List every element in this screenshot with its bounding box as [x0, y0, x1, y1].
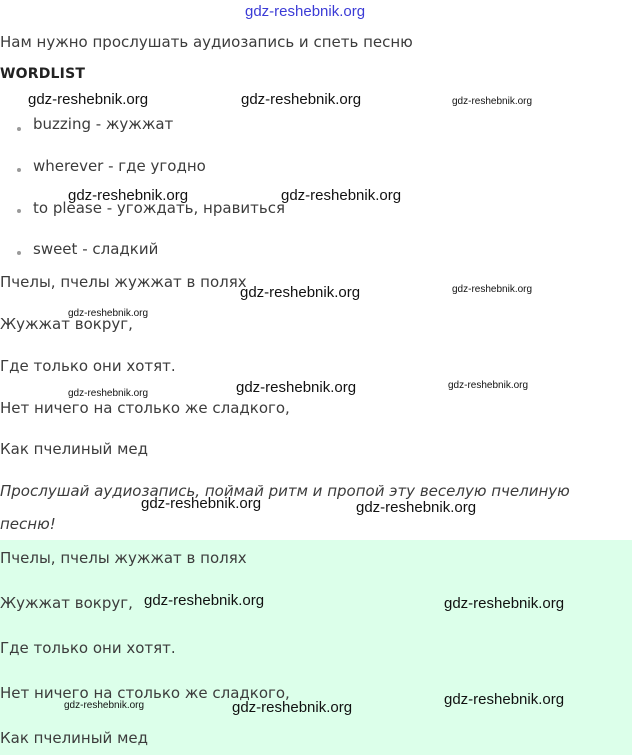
song-line: Где только они хотят. [0, 357, 176, 375]
intro-text: Нам нужно прослушать аудиозапись и спеть песню [0, 33, 413, 51]
watermark: gdz-reshebnik.org [281, 187, 402, 204]
answer-line: Нет ничего на столько же сладкого, [0, 684, 290, 702]
watermark: gdz-reshebnik.org [28, 91, 149, 108]
instruction-line: Прослушай аудиозапись, поймай ритм и пропой эту веселую пчелиную [0, 482, 570, 500]
watermark: gdz-reshebnik.org [68, 308, 149, 319]
watermark: gdz-reshebnik.org [356, 499, 477, 516]
watermark: gdz-reshebnik.org [240, 284, 361, 301]
song-line: Пчелы, пчелы жужжат в полях [0, 273, 247, 291]
answer-line: Как пчелиный мед [0, 729, 148, 747]
wordlist-item: to please - угождать, нравиться [33, 199, 286, 217]
watermark: gdz-reshebnik.org [141, 495, 262, 512]
watermark: gdz-reshebnik.org [68, 388, 149, 399]
bullet-icon [17, 251, 21, 255]
watermark: gdz-reshebnik.org [444, 595, 565, 612]
answer-line: Жужжат вокруг, [0, 594, 133, 612]
instruction-line: песню! [0, 515, 56, 533]
song-line: Как пчелиный мед [0, 440, 148, 458]
wordlist-item: wherever - где угодно [33, 157, 206, 175]
watermark: gdz-reshebnik.org [448, 380, 529, 391]
watermark: gdz-reshebnik.org [241, 91, 362, 108]
wordlist-item: sweet - сладкий [33, 240, 159, 258]
watermark: gdz-reshebnik.org [444, 691, 565, 708]
song-line: Жужжат вокруг, [0, 315, 133, 333]
watermark: gdz-reshebnik.org [144, 592, 265, 609]
bullet-icon [17, 209, 21, 213]
watermark: gdz-reshebnik.org [64, 700, 145, 711]
watermark: gdz-reshebnik.org [452, 284, 533, 295]
watermark: gdz-reshebnik.org [68, 187, 189, 204]
watermark-top: gdz-reshebnik.org [245, 3, 366, 20]
bullet-icon [17, 127, 21, 131]
bullet-icon [17, 168, 21, 172]
watermark: gdz-reshebnik.org [232, 699, 353, 716]
wordlist-item: buzzing - жужжат [33, 115, 174, 133]
wordlist-title: WORDLIST [0, 66, 86, 82]
song-line: Нет ничего на столько же сладкого, [0, 399, 290, 417]
answer-line: Пчелы, пчелы жужжат в полях [0, 549, 247, 567]
answer-line: Где только они хотят. [0, 639, 176, 657]
watermark: gdz-reshebnik.org [236, 379, 357, 396]
watermark: gdz-reshebnik.org [452, 96, 533, 107]
